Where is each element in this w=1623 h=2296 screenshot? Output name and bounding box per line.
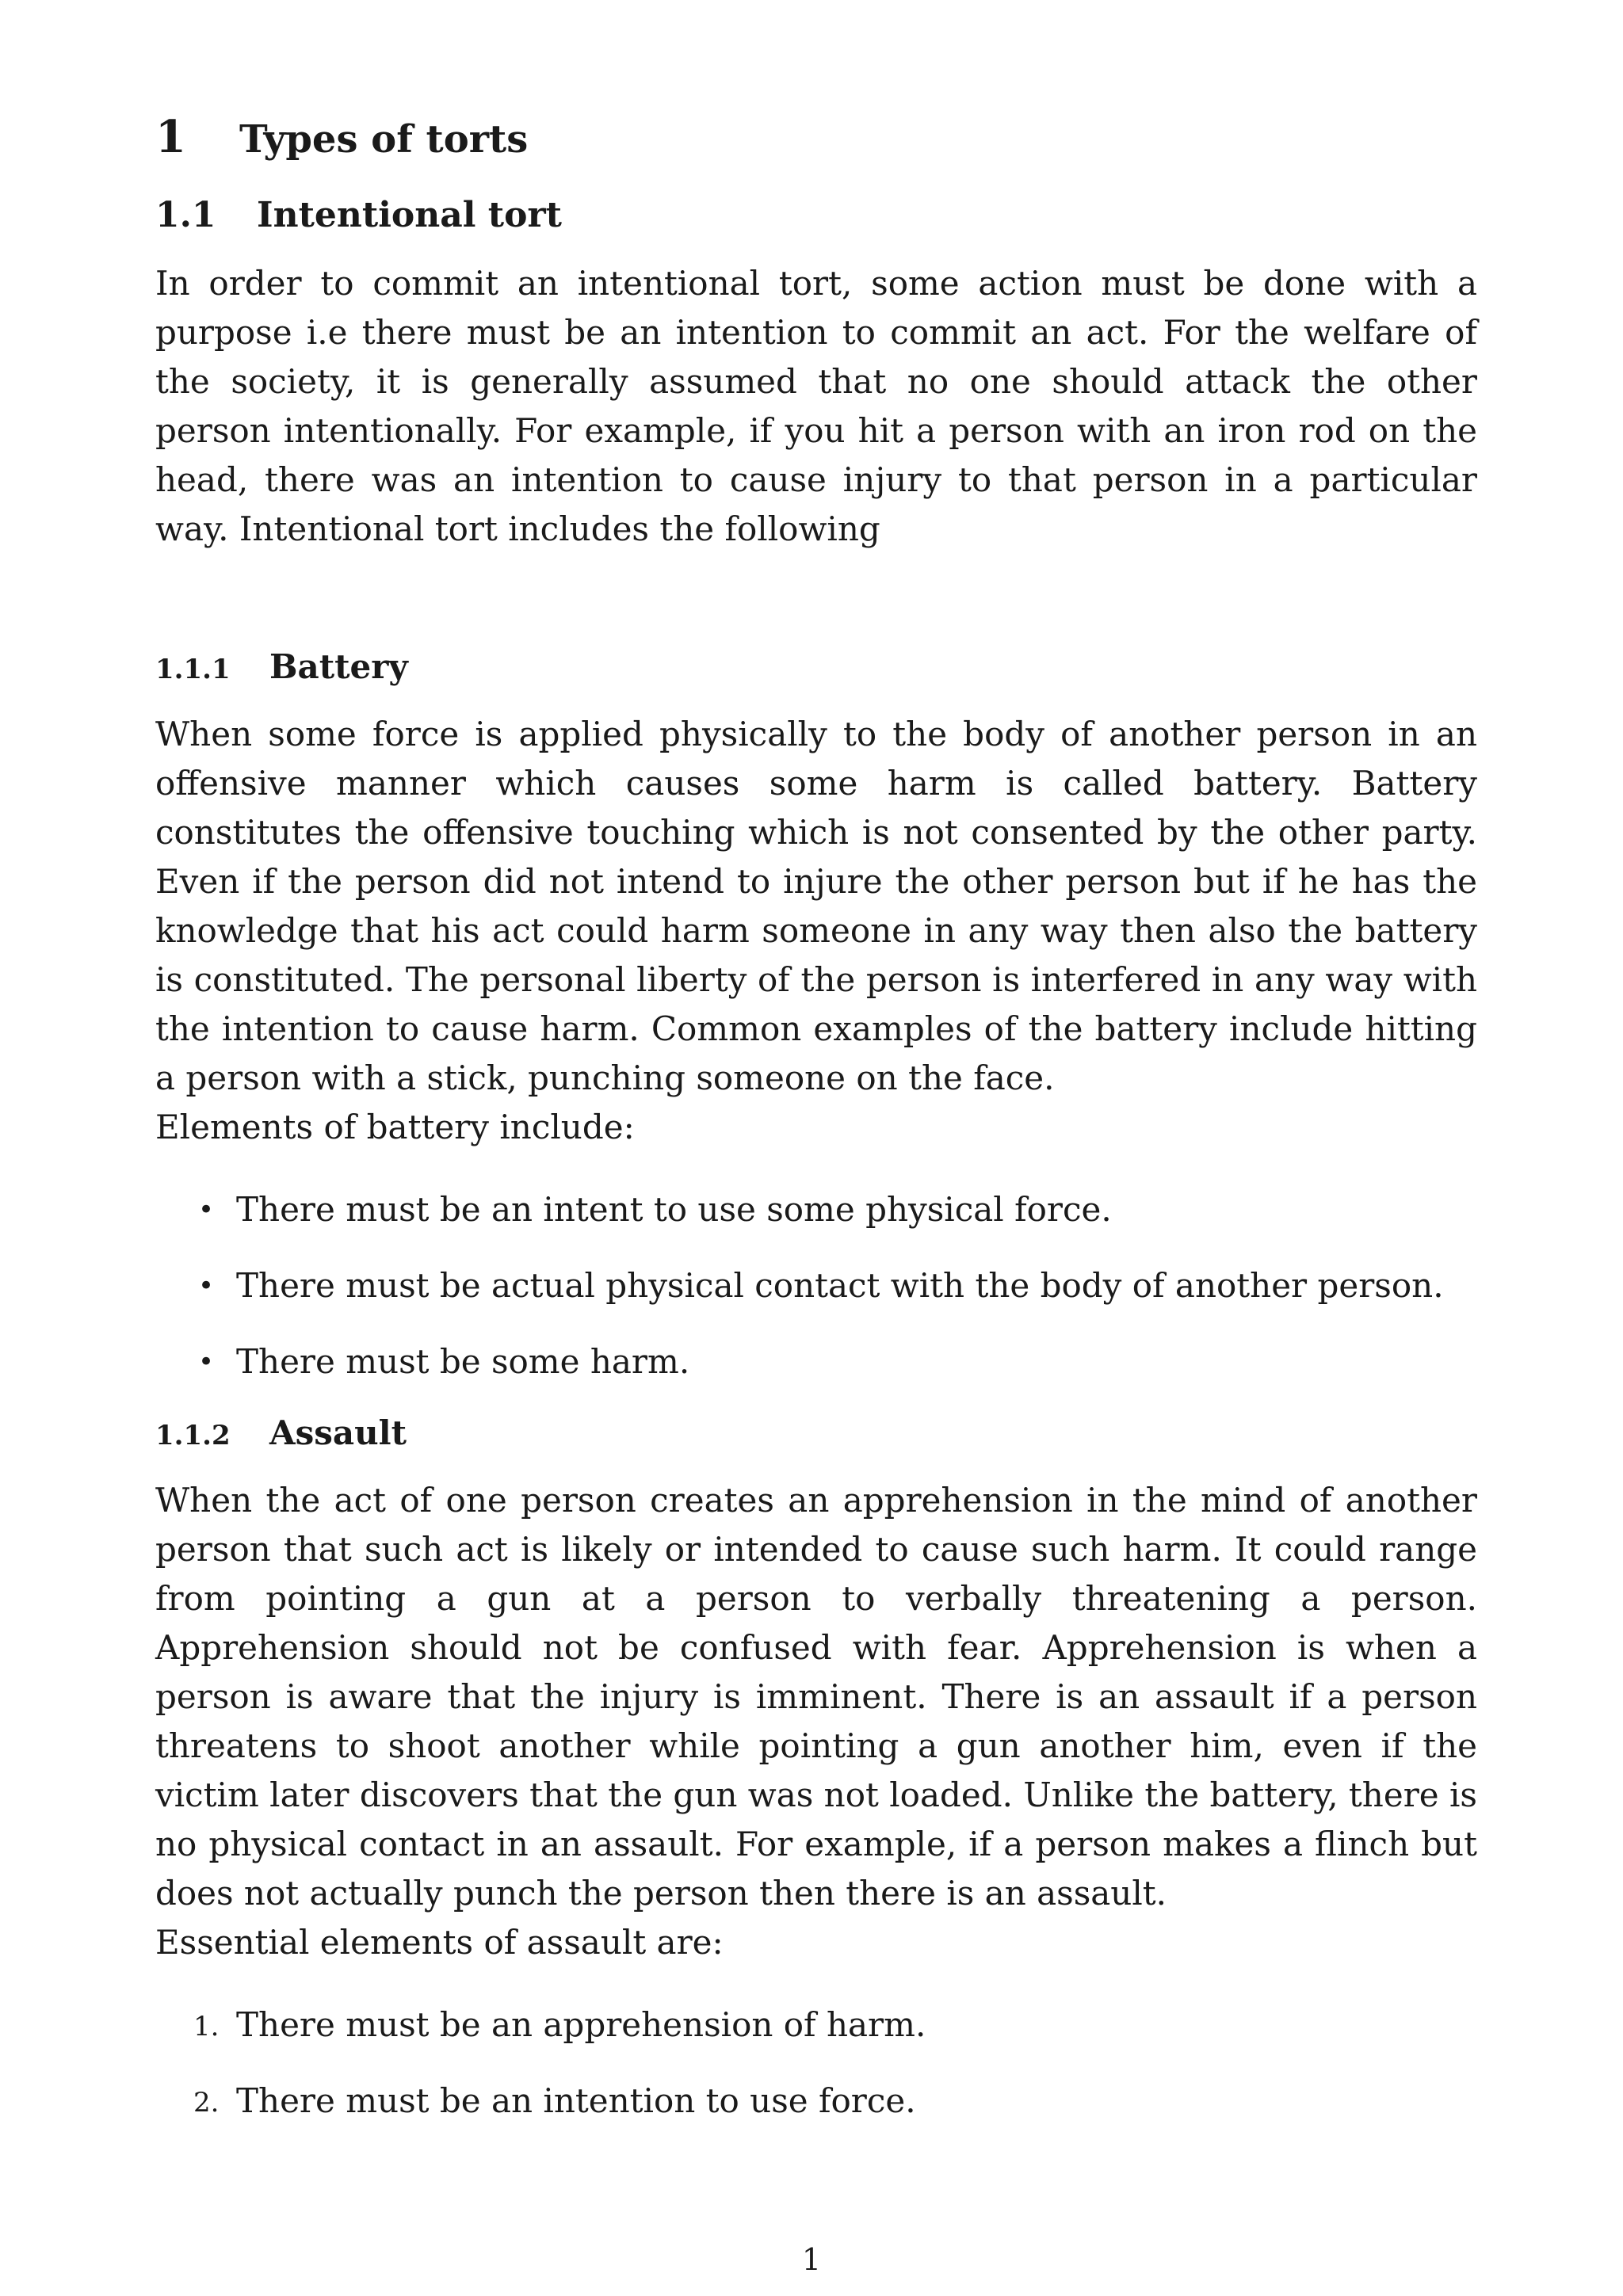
bullet-marker: • bbox=[198, 1194, 215, 1226]
battery-title: Battery bbox=[269, 647, 408, 686]
subsection-heading bbox=[155, 195, 1477, 235]
bullet-marker: • bbox=[198, 1346, 215, 1378]
intentional-tort-paragraph: In order to commit an intentional tort, some action must be done with a purpose i.e there must be an intention to commit an act. For the welfare of the society, it is generally assumed that no one should attack the other person intentionally. For example, if you hit a person with an iron rod on the head, there was an intention to cause injury to that person in a particular way. Intentional tort includes the following bbox=[155, 264, 1477, 548]
list-item bbox=[155, 2077, 1477, 2126]
list-item bbox=[155, 1261, 1477, 1310]
subsection-title: Intentional tort bbox=[257, 195, 562, 235]
battery-heading bbox=[155, 647, 1477, 686]
list-item bbox=[155, 1185, 1477, 1234]
assault-paragraph: When the act of one person creates an apprehension in the mind of another person that such act is likely or intended to cause such harm. It could range from pointing a gun at a person to verbally threatening a person. Apprehension should not be confused with fear. Apprehension is when a person is aware that the injury is imminent. There is an assault if a person threatens to shoot another while pointing a gun another him, even if the victim later discovers that the gun was not loaded. Unlike the battery, there is no physical contact in an assault. For example, if a person makes a flinch but does not actually punch the person then there is an assault. bbox=[155, 1481, 1477, 1913]
assault-elements-list bbox=[155, 2000, 1477, 2126]
list-item-text: There must be an intent to use some physical force. bbox=[236, 1190, 1112, 1229]
assault-title: Assault bbox=[269, 1413, 407, 1452]
list-item bbox=[155, 2000, 1477, 2050]
assault-elements-intro: Essential elements of assault are: bbox=[155, 1923, 724, 1962]
page-number: 1 bbox=[801, 2242, 822, 2277]
battery-paragraph: When some force is applied physically to the body of another person in an offensive manner which causes some harm is called battery. Battery constitutes the offensive touching which is not consented by the other party. Even if the person did not intend to injure the other person but if he has the knowledge that his act could harm someone in any way then also the battery is constituted. The personal liberty of the person is interfered in any way with the intention to cause harm. Common examples of the battery include hitting a person with a stick, punching someone on the face. bbox=[155, 715, 1477, 1097]
list-number: 1. bbox=[193, 2011, 220, 2042]
section-number: 1 bbox=[155, 111, 186, 163]
battery-elements-list bbox=[155, 1185, 1477, 1386]
list-item-text: There must be actual physical contact with the body of another person. bbox=[236, 1266, 1444, 1305]
battery-number: 1.1.1 bbox=[155, 654, 231, 685]
assault-number: 1.1.2 bbox=[155, 1420, 231, 1451]
document-page bbox=[155, 111, 1477, 2153]
list-item-text: There must be some harm. bbox=[236, 1342, 690, 1381]
subsection-number: 1.1 bbox=[155, 195, 216, 235]
section-title: Types of torts bbox=[239, 117, 529, 162]
assault-heading bbox=[155, 1413, 1477, 1452]
list-item-text: There must be an intention to use force. bbox=[236, 2081, 916, 2120]
list-number: 2. bbox=[193, 2087, 220, 2119]
bullet-marker: • bbox=[198, 1270, 215, 1302]
section-heading bbox=[155, 111, 1477, 163]
list-item-text: There must be an apprehension of harm. bbox=[236, 2005, 926, 2044]
battery-elements-intro: Elements of battery include: bbox=[155, 1108, 635, 1146]
list-item bbox=[155, 1337, 1477, 1386]
